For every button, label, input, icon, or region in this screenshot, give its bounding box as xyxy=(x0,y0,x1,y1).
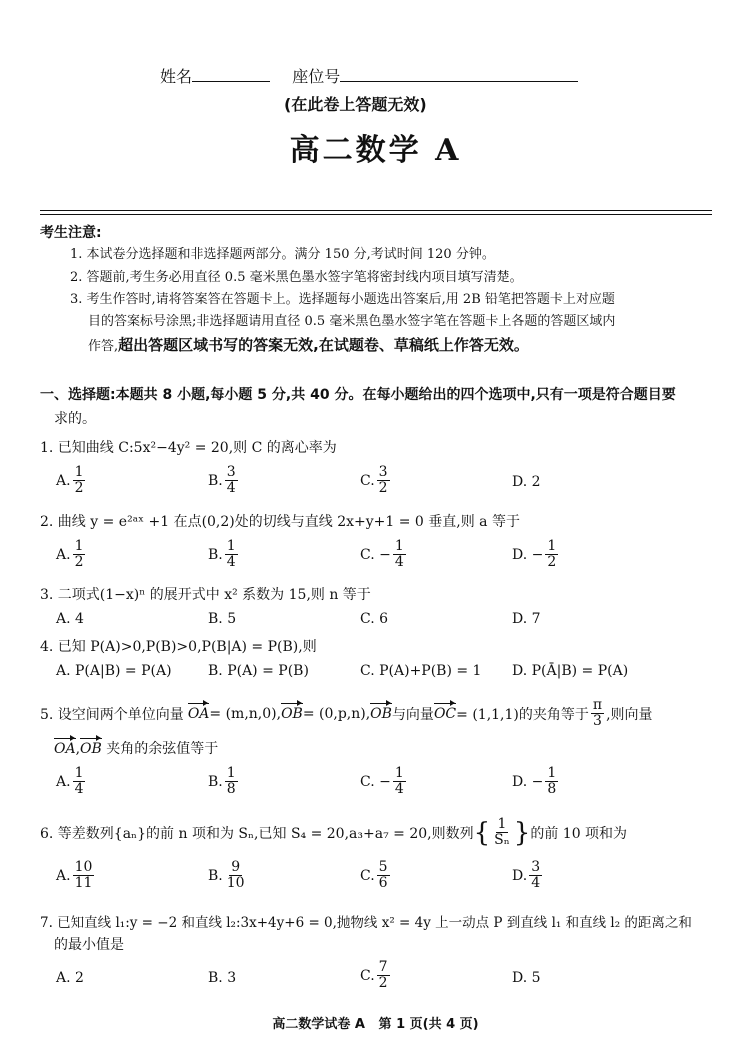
q1-option-c xyxy=(360,465,392,496)
name-blank xyxy=(192,67,270,82)
q6-option-d xyxy=(512,860,544,891)
q6-seq-den: Sₙ xyxy=(494,832,510,848)
q5-option-d xyxy=(512,766,560,797)
q5-pi-num: π xyxy=(592,697,603,713)
q5-stem-line2 xyxy=(54,738,218,758)
q6-right-brace: } xyxy=(513,817,531,848)
q1-option-d: D. 2 xyxy=(512,474,541,490)
q6-option-c xyxy=(360,860,392,891)
q6-left-brace: { xyxy=(473,817,491,848)
q5-line2-sep: , xyxy=(75,741,81,757)
q5-vector-ob-2: OB xyxy=(370,705,392,722)
q2-b-label: B. xyxy=(208,546,223,563)
divider-bottom xyxy=(40,214,712,215)
q7-option-a: A. 2 xyxy=(56,970,84,986)
q7-option-d: D. 5 xyxy=(512,970,541,986)
q6-d-label: D. xyxy=(512,867,528,884)
q6-d-num: 3 xyxy=(531,859,541,875)
section-header-line1: 一、选择题:本题共 8 小题,每小题 5 分,共 40 分。在每小题给出的四个选项中,只有一项是符合题目要 xyxy=(40,387,676,403)
divider-top xyxy=(40,210,712,211)
q1-a-num: 1 xyxy=(74,464,84,480)
q4-option-b: B. P(A) = P(B) xyxy=(208,663,309,679)
q2-c-num: 1 xyxy=(394,538,404,554)
notice-bold-warning: 超出答题区域书写的答案无效,在试题卷、草稿纸上作答无效。 xyxy=(118,336,529,354)
q5-mid: 与向量 xyxy=(391,706,434,723)
q1-a-den: 2 xyxy=(74,480,84,496)
q1-c-label: C. xyxy=(360,472,375,489)
q1-b-num: 3 xyxy=(226,464,236,480)
q5-pi-den: 3 xyxy=(593,713,602,729)
q5-c-label: C. − xyxy=(360,773,391,790)
q5-b-label: B. xyxy=(208,773,223,790)
q6-seq-num: 1 xyxy=(497,816,507,832)
q7-c-label: C. xyxy=(360,967,375,984)
q1-b-label: B. xyxy=(208,472,223,489)
q5-line2-tail: 夹角的余弦值等于 xyxy=(101,741,219,757)
q5-a-den: 4 xyxy=(74,781,84,797)
q2-c-label: C. − xyxy=(360,546,391,563)
q5-d-num: 1 xyxy=(547,765,557,781)
q5-eq3: = (1,1,1)的夹角等于 xyxy=(456,706,589,723)
q6-b-den: 10 xyxy=(226,875,245,891)
q6-a-label: A. xyxy=(56,867,71,884)
q6-option-b xyxy=(208,860,249,891)
q2-a-den: 2 xyxy=(74,554,84,570)
q3-option-c: C. 6 xyxy=(360,611,389,627)
q6-a-den: 11 xyxy=(74,875,93,891)
q5-a-num: 1 xyxy=(74,765,84,781)
q6-stem-b: 的前 10 项和为 xyxy=(530,825,628,842)
q2-option-d xyxy=(512,539,560,570)
q6-stem xyxy=(40,817,627,848)
notice-item-3-line3 xyxy=(88,334,529,355)
q3-stem: 3. 二项式(1−x)ⁿ 的展开式中 x² 系数为 15,则 n 等于 xyxy=(40,587,371,603)
q2-option-c xyxy=(360,539,408,570)
q2-stem: 2. 曲线 y = e²ᵃˣ +1 在点(0,2)处的切线与直线 2x+y+1 = 0 垂直,则 a 等于 xyxy=(40,514,520,530)
q1-stem: 1. 已知曲线 C:5x²−4y² = 20,则 C 的离心率为 xyxy=(40,440,337,456)
q5-b-den: 8 xyxy=(226,781,236,797)
q2-a-num: 1 xyxy=(74,538,84,554)
q6-b-label: B. xyxy=(208,867,223,884)
q7-c-num: 7 xyxy=(378,959,388,975)
q5-stem-a: 5. 设空间两个单位向量 xyxy=(40,706,184,723)
q1-a-label: A. xyxy=(56,472,71,489)
q1-b-den: 4 xyxy=(226,480,236,496)
q7-option-b: B. 3 xyxy=(208,970,237,986)
q1-option-b xyxy=(208,465,240,496)
q5-tail: ,则向量 xyxy=(606,706,653,723)
notice-heading: 考生注意: xyxy=(40,225,102,241)
q7-stem-line2: 的最小值是 xyxy=(54,937,124,953)
q2-a-label: A. xyxy=(56,546,71,563)
q2-d-num: 1 xyxy=(547,538,557,554)
q5-b-num: 1 xyxy=(226,765,236,781)
q5-option-a xyxy=(56,766,87,797)
q5-eq1: = (m,n,0), xyxy=(209,705,282,722)
q5-line2-vector-ob: OB xyxy=(80,741,102,757)
q5-c-den: 4 xyxy=(394,781,404,797)
q4-option-c: C. P(A)+P(B) = 1 xyxy=(360,663,482,679)
page-title: 高二数学 A xyxy=(289,133,462,168)
name-seat-line xyxy=(160,64,578,87)
notice-item-3-line1: 3. 考生作答时,请将答案答在答题卡上。选择题每小题选出答案后,用 2B 铅笔把答题卡上对应题 xyxy=(70,292,615,307)
notice-item-3-line3a: 作答, xyxy=(88,339,119,354)
notice-item-2: 2. 答题前,考生务必用直径 0.5 毫米黑色墨水签字笔将密封线内项目填写清楚。 xyxy=(70,270,523,285)
q1-c-den: 2 xyxy=(378,480,388,496)
q6-d-den: 4 xyxy=(531,875,541,891)
q2-b-den: 4 xyxy=(226,554,236,570)
section-header-line2: 求的。 xyxy=(54,411,96,427)
q3-option-a: A. 4 xyxy=(56,611,84,627)
q6-option-a xyxy=(56,860,96,891)
name-label: 姓名 xyxy=(160,67,193,86)
q5-eq2: = (0,p,n), xyxy=(302,705,371,722)
q2-c-den: 4 xyxy=(394,554,404,570)
q6-c-den: 6 xyxy=(378,875,388,891)
invalid-note: (在此卷上答题无效) xyxy=(284,95,427,114)
q2-option-a xyxy=(56,539,87,570)
q4-stem: 4. 已知 P(A)>0,P(B)>0,P(B|A) = P(B),则 xyxy=(40,639,317,655)
notice-item-3-line2: 目的答案标号涂黑;非选择题请用直径 0.5 毫米黑色墨水签字笔在答题卡上各题的答题区域内 xyxy=(88,314,616,329)
q6-b-num: 9 xyxy=(231,859,241,875)
q6-c-label: C. xyxy=(360,867,375,884)
q5-vector-oa: OA xyxy=(187,705,210,722)
page-footer: 高二数学试卷 A 第 1 页(共 4 页) xyxy=(272,1017,479,1032)
q6-a-num: 10 xyxy=(74,859,93,875)
q3-option-d: D. 7 xyxy=(512,611,541,627)
q6-c-num: 5 xyxy=(378,859,388,875)
q4-option-d: D. P(Ā|B) = P(A) xyxy=(512,663,629,679)
q5-option-b xyxy=(208,766,240,797)
q1-option-a xyxy=(56,465,87,496)
q5-line2-vector-oa: OA xyxy=(54,741,76,757)
q7-option-c xyxy=(360,960,392,991)
q7-stem-line1: 7. 已知直线 l₁:y = −2 和直线 l₂:3x+4y+6 = 0,抛物线 x² = 4y 上一动点 P 到直线 l₁ 和直线 l₂ 的距离之和 xyxy=(40,915,692,931)
q5-option-c xyxy=(360,766,408,797)
q1-c-num: 3 xyxy=(378,464,388,480)
q4-option-a: A. P(A|B) = P(A) xyxy=(56,663,172,679)
q7-c-den: 2 xyxy=(378,975,388,991)
q5-vector-ob: OB xyxy=(281,705,303,722)
q3-option-b: B. 5 xyxy=(208,611,237,627)
q2-d-den: 2 xyxy=(547,554,557,570)
seat-label: 座位号 xyxy=(292,67,341,86)
q6-stem-a: 6. 等差数列{aₙ}的前 n 项和为 Sₙ,已知 S₄ = 20,a₃+a₇ = 20,则数列 xyxy=(40,825,474,842)
q2-b-num: 1 xyxy=(226,538,236,554)
q2-d-label: D. − xyxy=(512,546,544,563)
seat-blank xyxy=(340,67,578,82)
q5-stem-line1 xyxy=(40,698,653,729)
q2-option-b xyxy=(208,539,240,570)
q5-d-den: 8 xyxy=(547,781,557,797)
q5-d-label: D. − xyxy=(512,773,544,790)
q5-a-label: A. xyxy=(56,773,71,790)
q5-c-num: 1 xyxy=(394,765,404,781)
notice-item-1: 1. 本试卷分选择题和非选择题两部分。满分 150 分,考试时间 120 分钟。 xyxy=(70,247,495,262)
q5-vector-oc: OC xyxy=(433,705,457,722)
